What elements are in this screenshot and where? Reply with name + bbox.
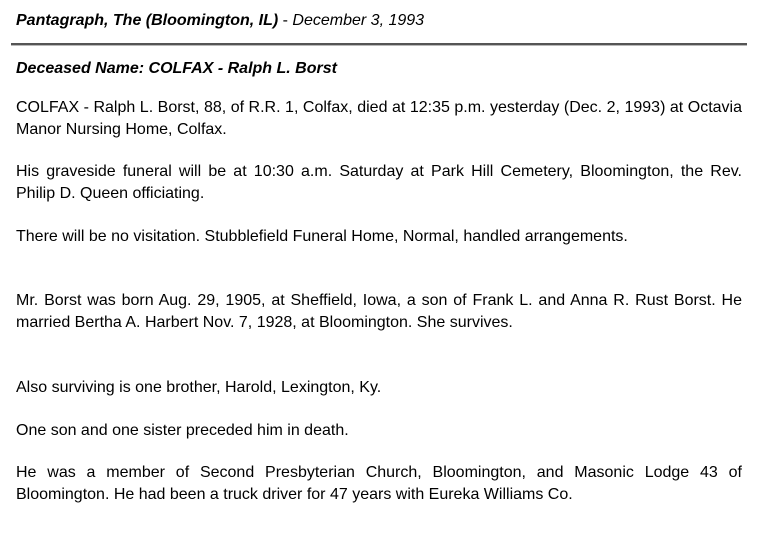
header-separator: -: [278, 12, 293, 29]
obituary-paragraph-death: COLFAX - Ralph L. Borst, 88, of R.R. 1, Colfax, died at 12:35 p.m. yesterday (Dec. 2, 1993) at Octavia Manor Nursing Home, Colfax.: [16, 99, 742, 138]
header-divider: [11, 43, 747, 46]
obituary-paragraph-memberships: He was a member of Second Presbyterian Church, Bloomington, and Masonic Lodge 43 of Bloomington. He had been a truck driver for 47 years with Eureka Williams Co.: [16, 464, 742, 503]
publication-header: [16, 11, 424, 31]
obituary-paragraph-visitation: There will be no visitation. Stubblefield Funeral Home, Normal, handled arrangements.: [16, 228, 628, 245]
obituary-paragraph-biography: Mr. Borst was born Aug. 29, 1905, at Sheffield, Iowa, a son of Frank L. and Anna R. Rust Borst. He married Bertha A. Harbert Nov. 7, 1928, at Bloomington. She survives.: [16, 292, 742, 331]
publication-source: Pantagraph, The (Bloomington, IL): [16, 12, 279, 29]
obituary-paragraph-survivors: Also surviving is one brother, Harold, Lexington, Ky.: [16, 379, 382, 396]
deceased-name-heading: Deceased Name: COLFAX - Ralph L. Borst: [16, 60, 337, 77]
publication-date: December 3, 1993: [292, 12, 425, 29]
obituary-paragraph-funeral: His graveside funeral will be at 10:30 a.m. Saturday at Park Hill Cemetery, Bloomington, the Rev. Philip D. Queen officiating.: [16, 163, 742, 202]
obituary-paragraph-preceded: One son and one sister preceded him in death.: [16, 422, 349, 439]
